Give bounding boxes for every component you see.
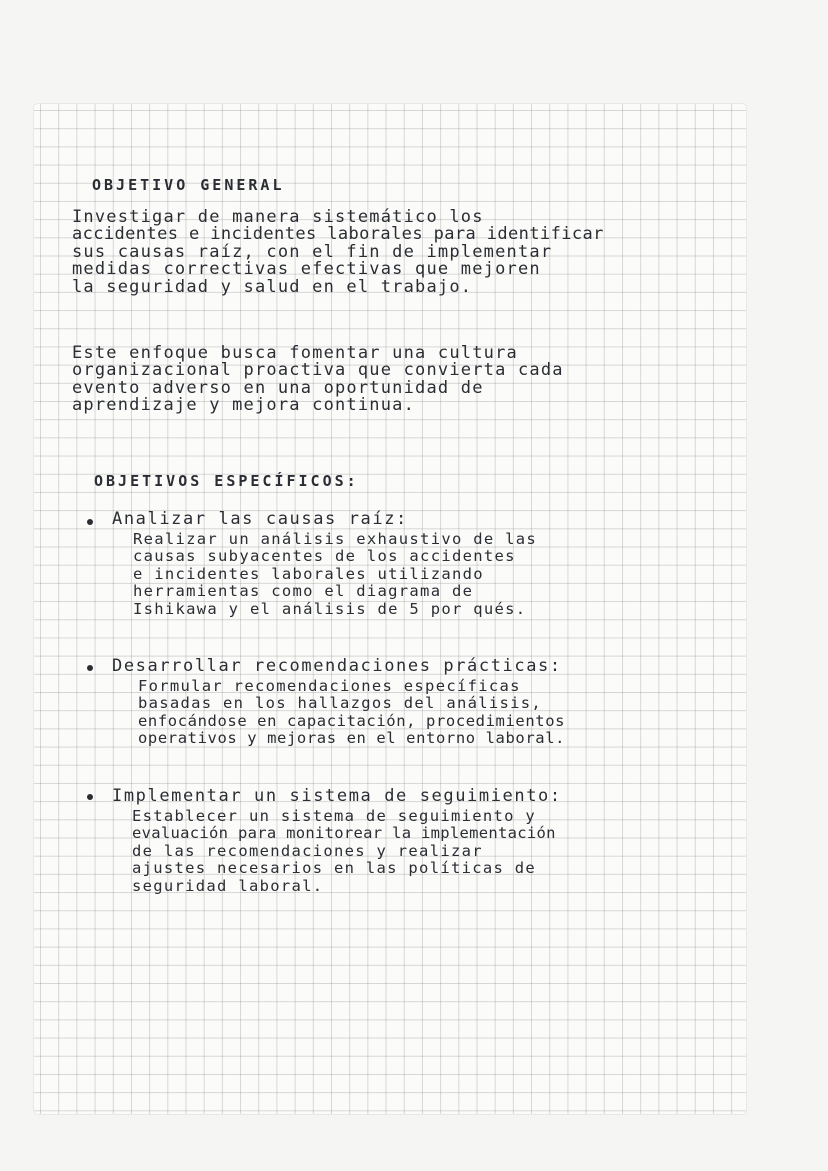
specific-item-3-body	[132, 808, 556, 895]
text-line: e incidentes laborales utilizando	[133, 564, 484, 583]
specific-item-2-body	[138, 678, 565, 748]
bullet-icon	[87, 665, 93, 671]
text-line: de las recomendaciones y realizar	[132, 841, 483, 860]
text-line: evaluación para monitorear la implementación	[132, 824, 556, 843]
specific-item-2-title: Desarrollar recomendaciones prácticas:	[112, 656, 562, 676]
text-line: aprendizaje y mejora continua.	[72, 395, 416, 416]
text-line: evento adverso en una oportunidad de	[72, 377, 484, 398]
text-line: ajustes necesarios en las políticas de	[132, 859, 537, 878]
text-line: Investigar de manera sistemático los	[72, 207, 484, 227]
text-line: herramientas como el diagrama de	[133, 582, 474, 601]
specific-objectives-heading: OBJETIVOS ESPECÍFICOS:	[94, 472, 359, 490]
text-line: Realizar un análisis exhaustivo de las	[133, 530, 538, 548]
text-line: enfocándose en capacitación, procedimientos	[138, 711, 566, 730]
text-line: causas subyacentes de los accidentes	[133, 547, 516, 566]
text-line: Ishikawa y el análisis de 5 por qués.	[133, 599, 527, 618]
specific-item-3-title: Implementar un sistema de seguimiento:	[112, 786, 562, 806]
text-line: organizacional proactiva que convierta cada	[72, 360, 564, 381]
text-line: seguridad laboral.	[132, 876, 324, 895]
text-line: Establecer un sistema de seguimiento y	[132, 807, 537, 825]
text-line: Formular recomendaciones específicas	[138, 677, 521, 695]
text-line: operativos y mejoras en el entorno laboral.	[138, 729, 566, 748]
text-line: la seguridad y salud en el trabajo.	[72, 276, 473, 297]
general-objective-paragraph-2	[72, 345, 564, 415]
general-objective-heading: OBJETIVO GENERAL	[92, 176, 285, 194]
bullet-icon	[87, 519, 93, 525]
specific-item-1-title: Analizar las causas raíz:	[112, 509, 408, 529]
bullet-icon	[87, 794, 93, 800]
text-line: Este enfoque busca fomentar una cultura	[72, 343, 518, 363]
text-line: accidentes e incidentes laborales para identificar	[72, 224, 604, 245]
text-line: sus causas raíz, con el fin de implementar	[72, 241, 553, 262]
general-objective-text	[72, 209, 604, 296]
specific-item-1-body	[133, 531, 537, 618]
text-line: medidas correctivas efectivas que mejoren	[72, 259, 541, 280]
text-line: basadas en los hallazgos del análisis,	[138, 694, 543, 713]
